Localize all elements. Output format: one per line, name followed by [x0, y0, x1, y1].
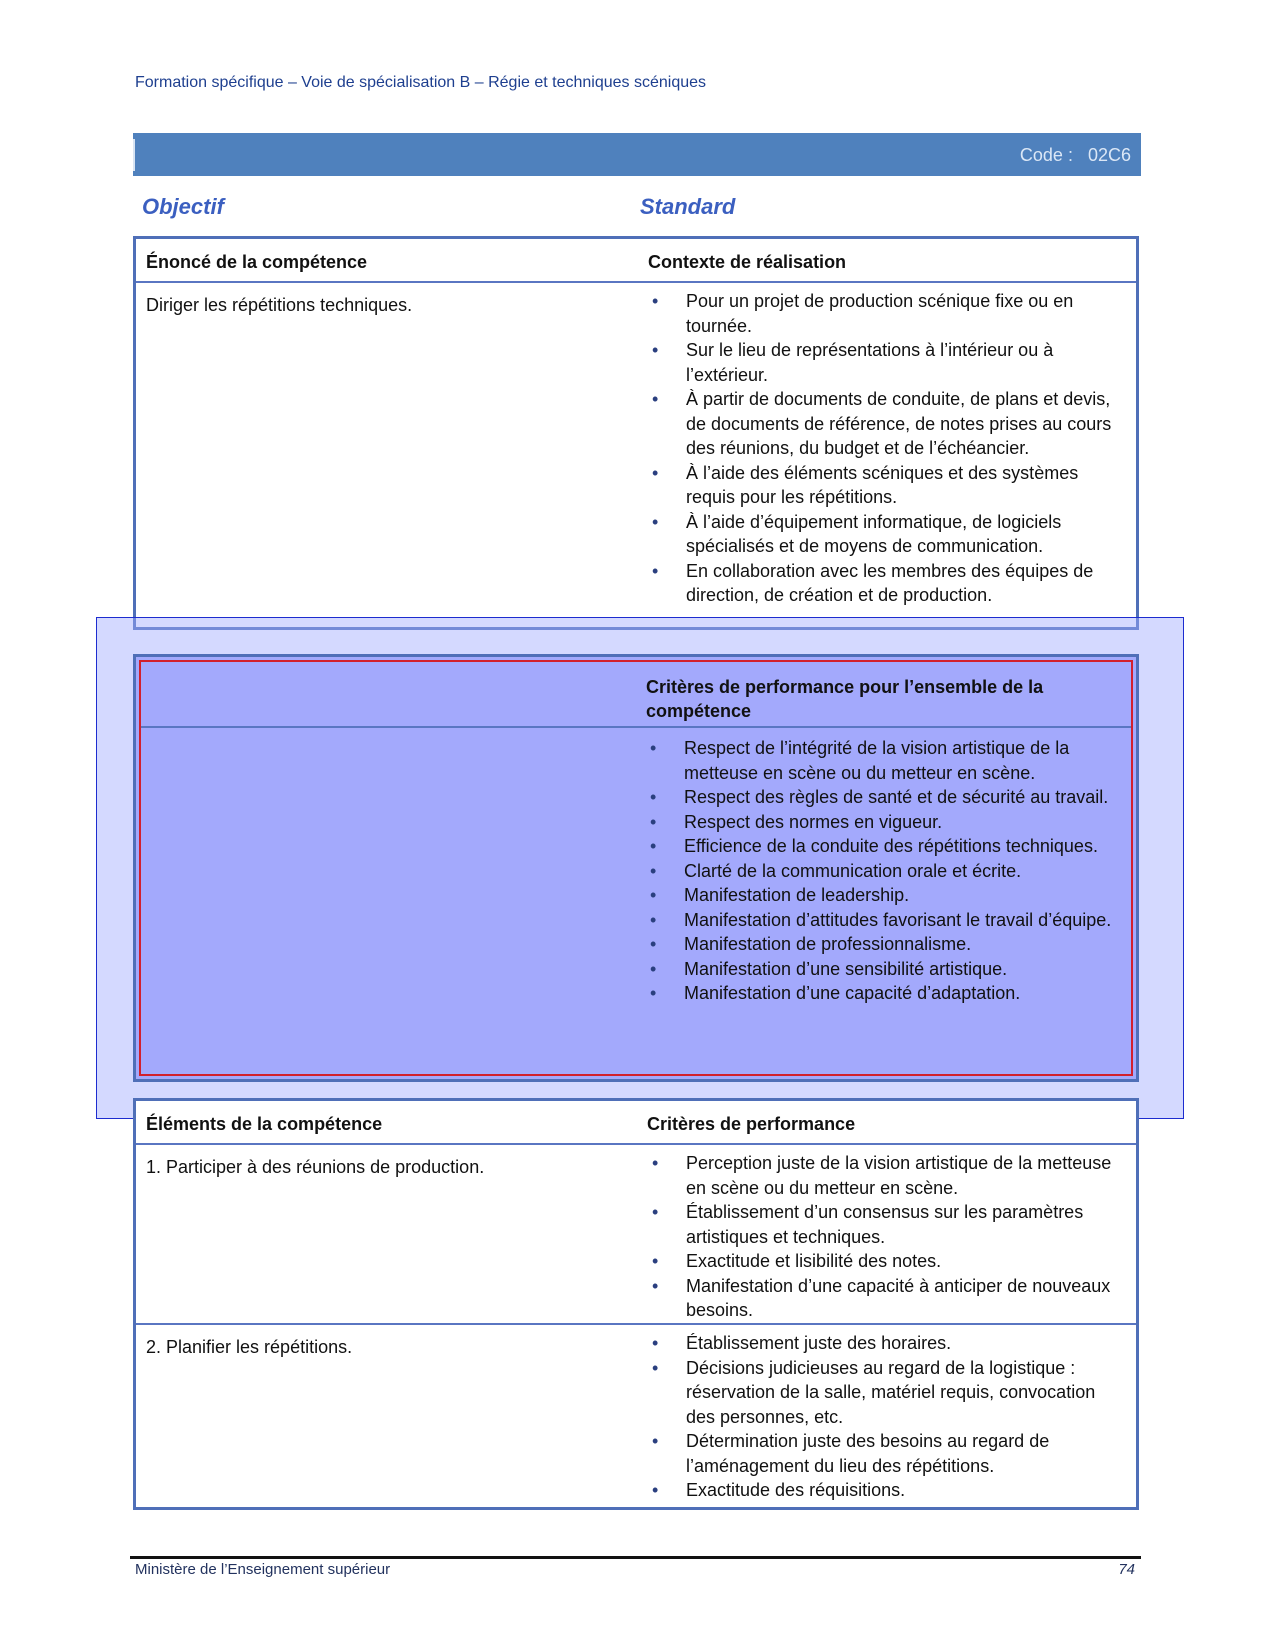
list-item: • Manifestation d’attitudes favorisant le travail d’équipe.	[646, 908, 1119, 933]
elements-table-header	[136, 1101, 1136, 1145]
list-item: • À l’aide des éléments scéniques et des systèmes requis pour les répétitions.	[648, 461, 1124, 510]
footer-ministry: Ministère de l’Enseignement supérieur	[135, 1561, 391, 1578]
list-item: • Respect des règles de santé et de sécurité au travail.	[646, 785, 1119, 810]
list-item: • Manifestation de leadership.	[646, 883, 1119, 908]
criteres-ensemble-list	[646, 736, 1119, 1006]
list-item: • À l’aide d’équipement informatique, de logiciels spécialisés et de moyens de communication.	[648, 510, 1124, 559]
list-item: • Pour un projet de production scénique fixe ou en tournée.	[648, 289, 1124, 338]
criteres-list	[648, 1151, 1124, 1323]
table-row	[136, 1145, 1136, 1323]
list-item: • Respect des normes en vigueur.	[646, 810, 1119, 835]
criteres-ensemble-box	[133, 654, 1139, 1082]
list-item: • Manifestation de professionnalisme.	[646, 932, 1119, 957]
competence-table-header	[136, 239, 1136, 283]
list-item: • Exactitude et lisibilité des notes.	[648, 1249, 1124, 1274]
elements-table	[133, 1098, 1139, 1510]
highlight-frame	[139, 660, 1133, 1076]
bar-separator	[133, 139, 135, 171]
list-item: • En collaboration avec les membres des équipes de direction, de création et de production.	[648, 559, 1124, 608]
code-value: 02C6	[1087, 145, 1131, 165]
page-number: 74	[1118, 1561, 1135, 1578]
criteres-ensemble-heading: Critères de performance pour l’ensemble de la compétence	[646, 677, 1044, 721]
list-item: • Exactitude des réquisitions.	[648, 1478, 1124, 1503]
standard-title: Standard	[640, 194, 736, 219]
elements-heading: Éléments de la compétence	[146, 1114, 383, 1134]
list-item: • Établissement d’un consensus sur les paramètres artistiques et techniques.	[648, 1200, 1124, 1249]
list-item: • Manifestation d’une capacité d’adaptation.	[646, 981, 1119, 1006]
divider	[141, 726, 1131, 728]
list-item: • Décisions judicieuses au regard de la logistique : réservation de la salle, matériel requis, convocation des personnes, etc.	[648, 1356, 1124, 1430]
list-item: • Manifestation d’une sensibilité artistique.	[646, 957, 1119, 982]
code-label: Code :	[1019, 145, 1073, 165]
contexte-heading: Contexte de réalisation	[648, 252, 847, 272]
element-text: 2. Planifier les répétitions.	[146, 1337, 353, 1357]
list-item: • À partir de documents de conduite, de plans et devis, de documents de référence, de notes prises au cours des réunions, du budget et de l’échéancier.	[648, 387, 1124, 461]
enonce-heading: Énoncé de la compétence	[146, 252, 368, 272]
list-item: • Clarté de la communication orale et écrite.	[646, 859, 1119, 884]
competency-code	[1020, 145, 1131, 166]
competence-table	[133, 236, 1139, 630]
criteres-list	[648, 1331, 1124, 1503]
list-item: • Respect de l’intégrité de la vision artistique de la metteuse en scène ou du metteur en scène.	[646, 736, 1119, 785]
contexte-list	[648, 289, 1124, 608]
element-text: 1. Participer à des réunions de production.	[146, 1157, 485, 1177]
objectif-title: Objectif	[142, 194, 224, 219]
list-item: • Efficience de la conduite des répétitions techniques.	[646, 834, 1119, 859]
table-row	[136, 1323, 1136, 1505]
list-item: • Détermination juste des besoins au regard de l’aménagement du lieu des répétitions.	[648, 1429, 1124, 1478]
criteres-heading: Critères de performance	[647, 1114, 856, 1134]
list-item: • Manifestation d’une capacité à anticiper de nouveaux besoins.	[648, 1274, 1124, 1323]
list-item: • Établissement juste des horaires.	[648, 1331, 1124, 1356]
footer-rule	[130, 1556, 1141, 1559]
code-bar	[133, 133, 1141, 176]
enonce-text: Diriger les répétitions techniques.	[146, 295, 413, 315]
list-item: • Perception juste de la vision artistique de la metteuse en scène ou du metteur en scène.	[648, 1151, 1124, 1200]
list-item: • Sur le lieu de représentations à l’intérieur ou à l’extérieur.	[648, 338, 1124, 387]
running-title: Formation spécifique – Voie de spécialisation B – Régie et techniques scéniques	[135, 74, 707, 91]
